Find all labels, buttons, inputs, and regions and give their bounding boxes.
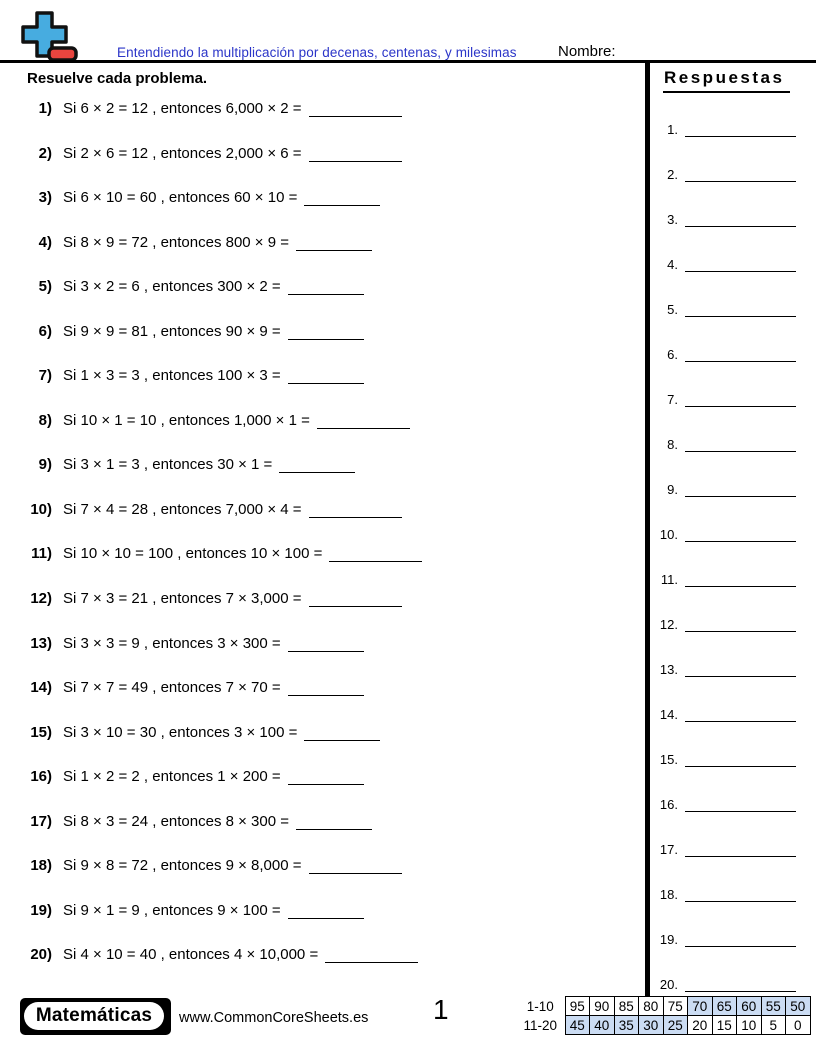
worksheet-title: Entendiendo la multiplicación por decenas, centenas, y milesimas: [117, 45, 517, 60]
problem-row: [26, 635, 641, 680]
answer-row: [650, 571, 796, 587]
problem-text: Si 1 × 3 = 3 , entonces 100 × 3 =: [63, 367, 281, 385]
answer-line: [685, 301, 796, 317]
answer-number: 5.: [667, 302, 678, 317]
problem-text: Si 4 × 10 = 40 , entonces 4 × 10,000 =: [63, 946, 319, 964]
problem-number: 16): [30, 768, 52, 786]
problem-number: 14): [30, 679, 52, 697]
answer-line: [685, 976, 796, 992]
score-cell: 25: [663, 1016, 688, 1035]
answer-number: 14.: [659, 707, 678, 722]
problem-row: [26, 323, 641, 368]
answer-row: [650, 841, 796, 857]
problem-text: Si 3 × 3 = 9 , entonces 3 × 300 =: [63, 634, 281, 652]
score-cell: 0: [786, 1016, 811, 1035]
score-cell: 55: [761, 997, 786, 1016]
answer-row: [650, 526, 796, 542]
score-cell: 70: [688, 997, 713, 1016]
score-table: [521, 996, 811, 1035]
problem-number: 8): [38, 411, 52, 429]
answer-line: [685, 436, 796, 452]
answer-blank: [288, 768, 364, 785]
problem-number: 15): [30, 723, 52, 741]
problem-row: [26, 278, 641, 323]
answer-blank: [288, 367, 364, 384]
score-cell: 35: [614, 1016, 639, 1035]
problem-number: 9): [38, 456, 52, 474]
answer-row: [650, 796, 796, 812]
answer-row: [650, 436, 796, 452]
answer-blank: [309, 100, 402, 117]
problem-row: [26, 813, 641, 858]
problem-text: Si 3 × 10 = 30 , entonces 3 × 100 =: [63, 723, 298, 741]
problem-text: Si 6 × 10 = 60 , entonces 60 × 10 =: [63, 189, 298, 207]
score-cell: 90: [590, 997, 615, 1016]
answer-blank: [288, 902, 364, 919]
answer-blank: [309, 501, 402, 518]
problem-number: 17): [30, 812, 52, 830]
problem-row: [26, 234, 641, 279]
problem-row: [26, 367, 641, 412]
answer-row: [650, 121, 796, 137]
answer-blank: [309, 145, 402, 162]
website-url: www.CommonCoreSheets.es: [179, 1010, 369, 1026]
answer-number: 11.: [660, 572, 678, 587]
answer-row: [650, 481, 796, 497]
score-cell: 10: [737, 1016, 762, 1035]
problem-number: 12): [30, 590, 52, 608]
instructions: Resuelve cada problema.: [27, 70, 208, 87]
problem-row: [26, 145, 641, 190]
answer-row: [650, 211, 796, 227]
score-cell: 40: [590, 1016, 615, 1035]
problem-row: [26, 545, 641, 590]
page-number: 1: [433, 994, 449, 1025]
answer-row: [650, 391, 796, 407]
answer-row: [650, 346, 796, 362]
problem-text: Si 8 × 3 = 24 , entonces 8 × 300 =: [63, 812, 290, 830]
answer-number: 10.: [659, 527, 678, 542]
answer-number: 1.: [667, 122, 678, 137]
score-cell: 50: [786, 997, 811, 1016]
problem-text: Si 7 × 3 = 21 , entonces 7 × 3,000 =: [63, 590, 302, 608]
problem-number: 5): [38, 278, 52, 296]
score-row: [521, 997, 810, 1016]
answer-blank: [329, 545, 422, 562]
answer-blank: [288, 679, 364, 696]
score-row-label: 1-10: [526, 998, 554, 1014]
answer-number: 17.: [659, 842, 678, 857]
answer-line: [685, 481, 796, 497]
problem-text: Si 3 × 2 = 6 , entonces 300 × 2 =: [63, 278, 281, 296]
answer-line: [685, 166, 796, 182]
problem-number: 4): [38, 233, 52, 251]
problem-text: Si 10 × 1 = 10 , entonces 1,000 × 1 =: [63, 411, 310, 429]
answer-number: 19.: [659, 932, 678, 947]
answer-blank: [296, 234, 372, 251]
problem-row: [26, 501, 641, 546]
score-row: [521, 1016, 810, 1035]
problem-number: 13): [30, 634, 52, 652]
answer-line: [685, 526, 796, 542]
problem-number: 6): [38, 322, 52, 340]
problem-number: 2): [38, 144, 52, 162]
problems-list: [26, 100, 641, 991]
answer-row: [650, 751, 796, 767]
header-rule: [0, 60, 816, 63]
answer-blank: [304, 189, 380, 206]
problem-row: [26, 590, 641, 635]
brand-label: Matemáticas: [24, 1002, 164, 1030]
problem-number: 7): [38, 367, 52, 385]
answer-line: [685, 841, 796, 857]
answer-line: [685, 661, 796, 677]
problem-text: Si 8 × 9 = 72 , entonces 800 × 9 =: [63, 233, 290, 251]
answer-number: 16.: [659, 797, 678, 812]
problem-row: [26, 724, 641, 769]
answer-number: 9.: [667, 482, 678, 497]
answer-row: [650, 931, 796, 947]
problem-text: Si 9 × 9 = 81 , entonces 90 × 9 =: [63, 322, 281, 340]
answer-blank: [288, 278, 364, 295]
brand-badge: [20, 998, 171, 1035]
score-cell: 30: [639, 1016, 664, 1035]
score-cell: 80: [639, 997, 664, 1016]
score-cell: 45: [565, 1016, 590, 1035]
answer-row: [650, 706, 796, 722]
answer-line: [685, 886, 796, 902]
answer-number: 15.: [659, 752, 678, 767]
answer-number: 4.: [667, 257, 678, 272]
answer-number: 13.: [659, 662, 678, 677]
problem-text: Si 7 × 4 = 28 , entonces 7,000 × 4 =: [63, 500, 302, 518]
problem-number: 19): [30, 901, 52, 919]
answer-line: [685, 211, 796, 227]
problem-number: 10): [30, 500, 52, 518]
problem-number: 1): [38, 100, 52, 117]
answer-line: [685, 931, 796, 947]
answer-number: 8.: [667, 437, 678, 452]
score-cell: 15: [712, 1016, 737, 1035]
answer-blank: [304, 724, 380, 741]
problem-text: Si 9 × 1 = 9 , entonces 9 × 100 =: [63, 901, 281, 919]
problem-text: Si 3 × 1 = 3 , entonces 30 × 1 =: [63, 456, 273, 474]
problem-row: [26, 946, 641, 991]
answer-line: [685, 121, 796, 137]
problem-text: Si 6 × 2 = 12 , entonces 6,000 × 2 =: [63, 100, 302, 117]
answer-line: [685, 796, 796, 812]
problem-text: Si 10 × 10 = 100 , entonces 10 × 100 =: [63, 545, 323, 563]
answer-line: [685, 256, 796, 272]
problem-text: Si 7 × 7 = 49 , entonces 7 × 70 =: [63, 679, 281, 697]
problem-row: [26, 902, 641, 947]
problem-row: [26, 679, 641, 724]
problem-text: Si 1 × 2 = 2 , entonces 1 × 200 =: [63, 768, 281, 786]
answer-number: 2.: [667, 167, 678, 182]
problem-number: 18): [30, 857, 52, 875]
answer-row: [650, 256, 796, 272]
answer-row: [650, 661, 796, 677]
problem-row: [26, 456, 641, 501]
problem-number: 3): [38, 189, 52, 207]
answer-number: 3.: [667, 212, 678, 227]
score-cell: 75: [663, 997, 688, 1016]
score-cell: 20: [688, 1016, 713, 1035]
problem-text: Si 2 × 6 = 12 , entonces 2,000 × 6 =: [63, 144, 302, 162]
answer-number: 12.: [659, 617, 678, 632]
answers-title: Respuestas: [663, 68, 790, 93]
answer-blank: [288, 635, 364, 652]
answer-line: [685, 571, 796, 587]
answer-blank: [317, 412, 410, 429]
answer-blank: [309, 590, 402, 607]
answer-line: [685, 391, 796, 407]
score-cell: 95: [565, 997, 590, 1016]
answer-line: [685, 616, 796, 632]
answer-line: [685, 751, 796, 767]
answer-blank: [296, 813, 372, 830]
score-cell: 85: [614, 997, 639, 1016]
answer-blank: [288, 323, 364, 340]
answer-blank: [309, 857, 402, 874]
answer-blank: [325, 946, 418, 963]
answer-line: [685, 346, 796, 362]
name-label: Nombre:: [558, 43, 616, 60]
answer-number: 7.: [667, 392, 678, 407]
answer-row: [650, 166, 796, 182]
score-cell: 5: [761, 1016, 786, 1035]
score-row-label: 11-20: [523, 1017, 558, 1033]
answer-row: [650, 886, 796, 902]
problem-row: [26, 100, 641, 145]
answer-number: 18.: [659, 887, 678, 902]
answer-row: [650, 301, 796, 317]
problem-row: [26, 412, 641, 457]
answer-number: 20.: [659, 977, 678, 992]
score-cell: 65: [712, 997, 737, 1016]
answer-number: 6.: [667, 347, 678, 362]
problem-row: [26, 768, 641, 813]
problem-row: [26, 857, 641, 902]
answer-blank: [279, 456, 355, 473]
problem-number: 11): [31, 545, 52, 563]
answer-row: [650, 976, 796, 992]
problem-text: Si 9 × 8 = 72 , entonces 9 × 8,000 =: [63, 857, 302, 875]
answer-row: [650, 616, 796, 632]
answer-line: [685, 706, 796, 722]
score-cell: 60: [737, 997, 762, 1016]
problem-number: 20): [30, 946, 52, 964]
problem-row: [26, 189, 641, 234]
